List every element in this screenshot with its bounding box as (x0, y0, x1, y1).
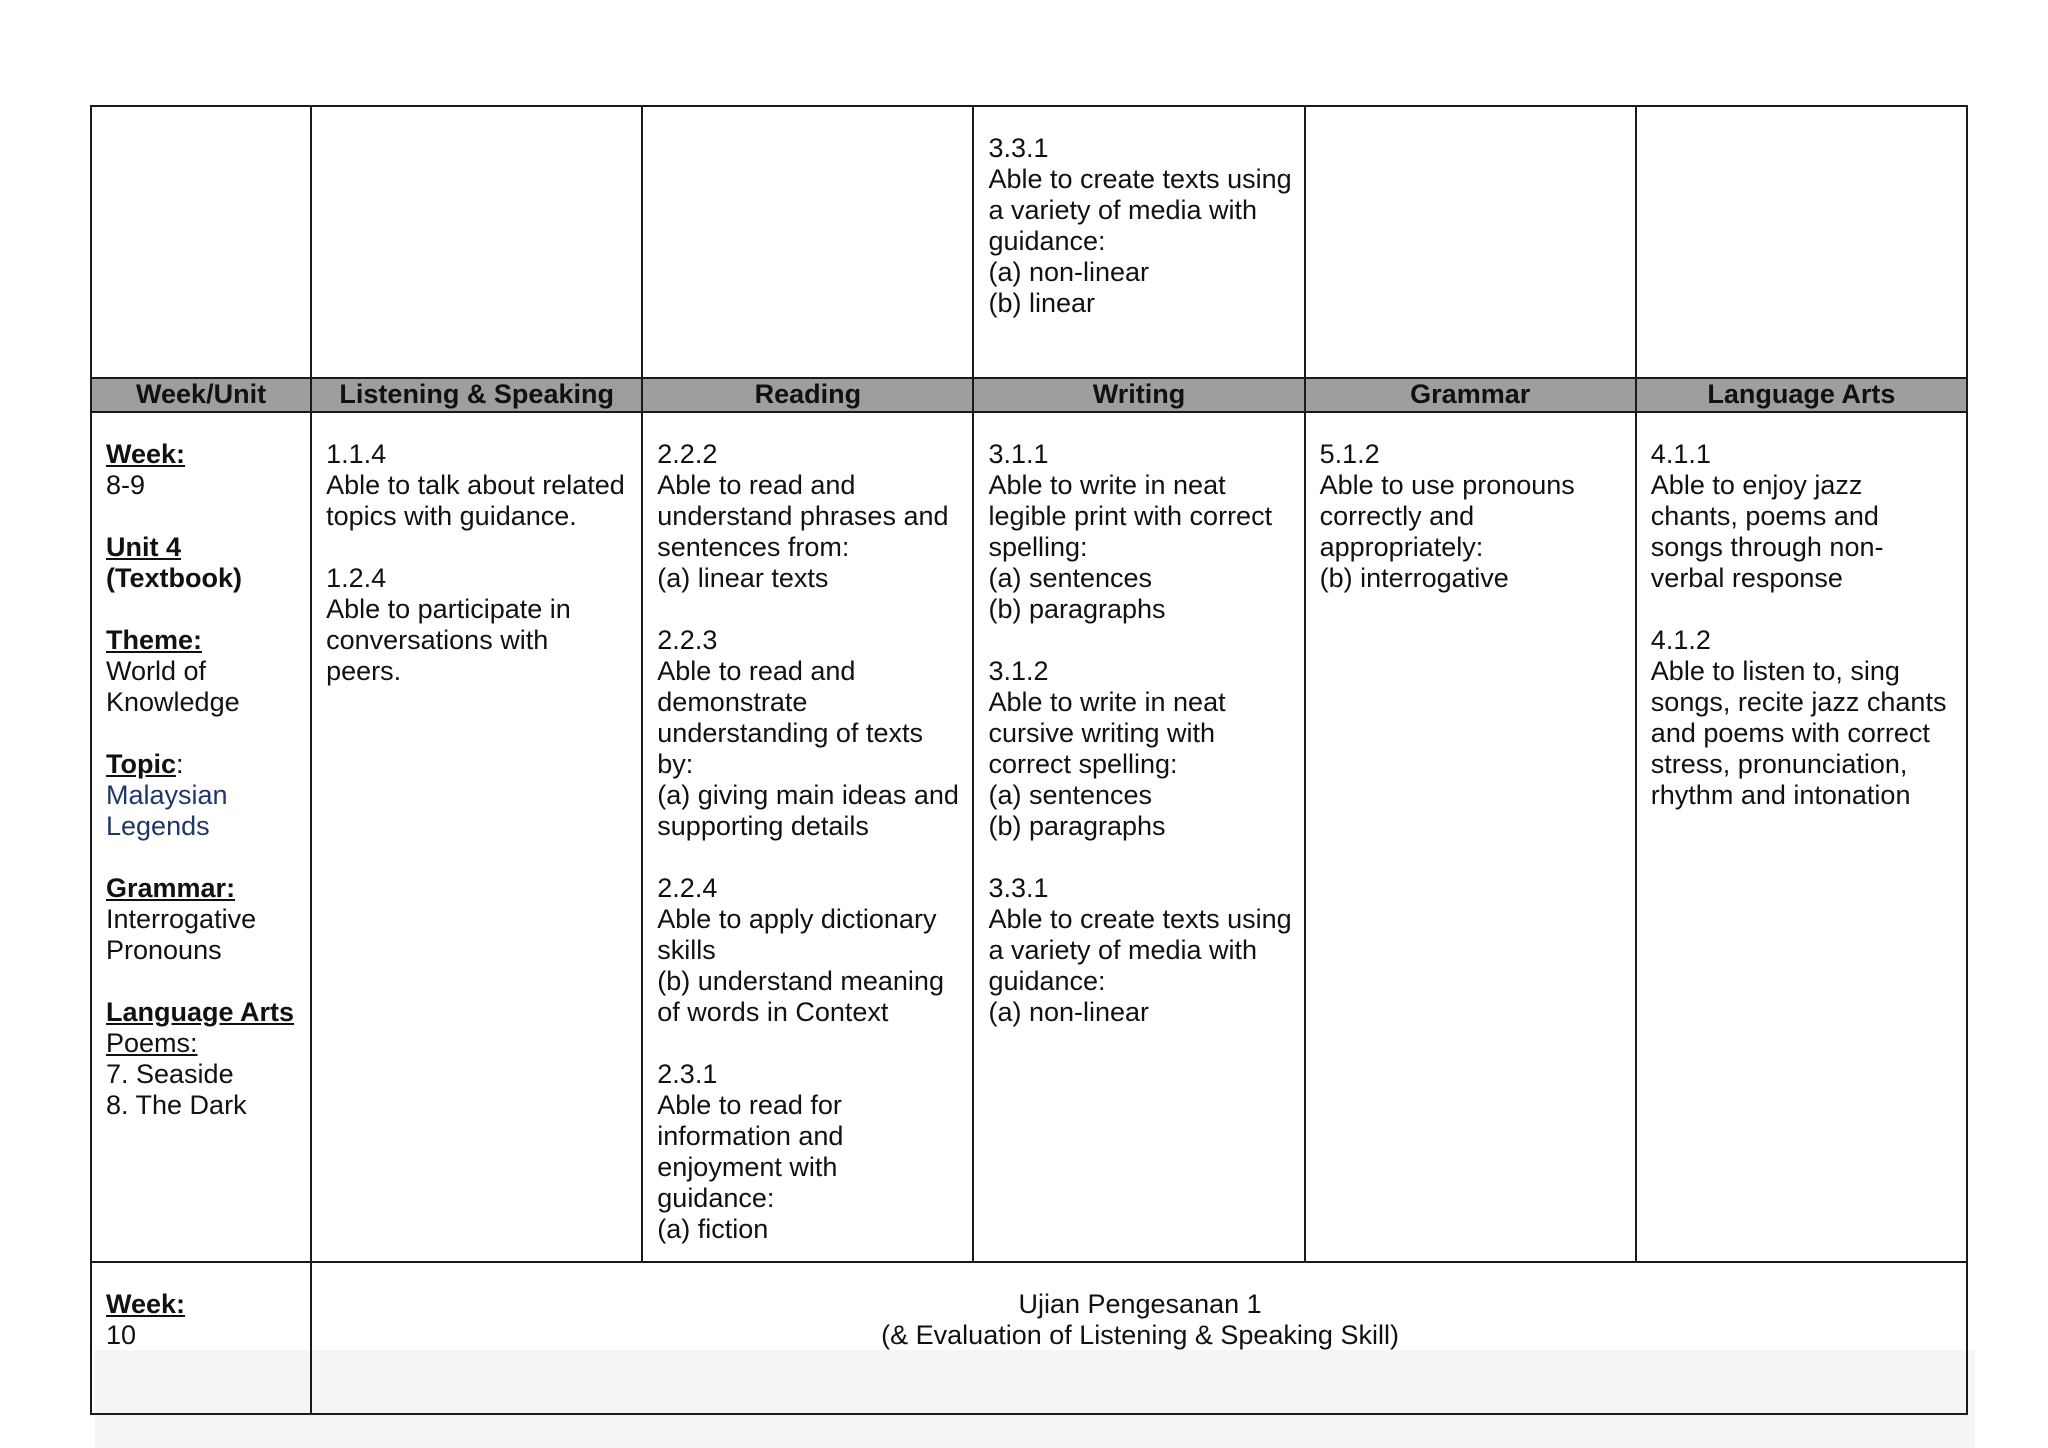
topic-colon: : (176, 749, 184, 779)
empty-cell (91, 106, 311, 378)
topic-value: Malaysian Legends (106, 780, 228, 841)
grammar-objective: 5.1.2 Able to use pronouns correctly and appropriately: (b) interrogative (1319, 439, 1575, 593)
topic-block (106, 749, 298, 842)
language-arts-objective: 4.1.1 Able to enjoy jazz chants, poems and songs through non-verbal response (1650, 439, 1884, 593)
theme-block (106, 625, 298, 718)
header-language-arts: Language Arts (1636, 378, 1967, 412)
continued-row (91, 106, 1967, 378)
reading-objective: 2.3.1 Able to read for information and enjoyment with guidance: (a) fiction (657, 1059, 844, 1244)
writing-objective: 3.3.1 Able to create texts using a variety of media with guidance: (a) non-linear (988, 873, 1292, 1027)
language-arts-label: Language Arts (106, 997, 295, 1027)
unit-sub: (Textbook) (106, 563, 242, 593)
writing-objective: 3.3.1 Able to create texts using a variety of media with guidance: (a) non-linear (b) linear (988, 133, 1292, 318)
poem-item: 8. The Dark (106, 1090, 247, 1120)
week-unit-cell (91, 412, 311, 1262)
week-label: Week: (106, 1289, 186, 1319)
header-week-unit: Week/Unit (91, 378, 311, 412)
writing-objective: 3.1.1 Able to write in neat legible print with correct spelling: (a) sentences (b) paragraphs (988, 439, 1273, 624)
reading-objective: 2.2.4 Able to apply dictionary skills (b) understand meaning of words in Context (657, 873, 944, 1027)
week-10-row (91, 1262, 1967, 1414)
language-arts-block (106, 997, 298, 1121)
reading-cell (642, 412, 973, 1262)
ls-objective: 1.2.4 Able to participate in conversations with peers. (326, 563, 571, 686)
reading-objective: 2.2.3 Able to read and demonstrate understanding of texts by: (a) giving main ideas and supporting details (657, 625, 959, 841)
language-arts-cell (1636, 412, 1967, 1262)
reading-objective: 2.2.2 Able to read and understand phrases and sentences from: (a) linear texts (657, 439, 949, 593)
week-label: Week: (106, 439, 186, 469)
poems-label: Poems: (106, 1028, 198, 1058)
poem-item: 7. Seaside (106, 1059, 234, 1089)
writing-cell (973, 412, 1304, 1262)
empty-cell (311, 106, 642, 378)
theme-label: Theme: (106, 625, 203, 655)
week-10-cell (91, 1262, 311, 1414)
week-8-9-row (91, 412, 1967, 1262)
week-value: 10 (106, 1320, 137, 1350)
empty-cell (1305, 106, 1636, 378)
header-reading: Reading (642, 378, 973, 412)
grammar-cell (1305, 412, 1636, 1262)
header-row (91, 378, 1967, 412)
theme-value: World of Knowledge (106, 656, 240, 717)
unit-block (106, 532, 298, 594)
ls-objective: 1.1.4 Able to talk about related topics with guidance. (326, 439, 625, 531)
header-grammar: Grammar (1305, 378, 1636, 412)
scheme-of-work-table (90, 105, 1968, 1415)
header-writing: Writing (973, 378, 1304, 412)
assessment-text: Ujian Pengesanan 1 (& Evaluation of Listening & Speaking Skill) (881, 1289, 1399, 1350)
grammar-value: Interrogative Pronouns (106, 904, 257, 965)
language-arts-objective: 4.1.2 Able to listen to, sing songs, recite jazz chants and poems with correct stress, pronunciation, rhythm and intonation (1650, 625, 1947, 810)
listening-speaking-cell (311, 412, 642, 1262)
empty-cell (1636, 106, 1967, 378)
grammar-block (106, 873, 298, 966)
week-block (106, 439, 298, 501)
header-listening-speaking: Listening & Speaking (311, 378, 642, 412)
writing-objective: 3.1.2 Able to write in neat cursive writing with correct spelling: (a) sentences (b) paragraphs (988, 656, 1226, 841)
grammar-label: Grammar: (106, 873, 236, 903)
empty-cell (642, 106, 973, 378)
unit-label: Unit 4 (106, 532, 182, 562)
assessment-cell (311, 1262, 1967, 1414)
writing-continued-cell (973, 106, 1304, 378)
topic-label: Topic (106, 749, 176, 779)
week-value: 8-9 (106, 470, 146, 500)
